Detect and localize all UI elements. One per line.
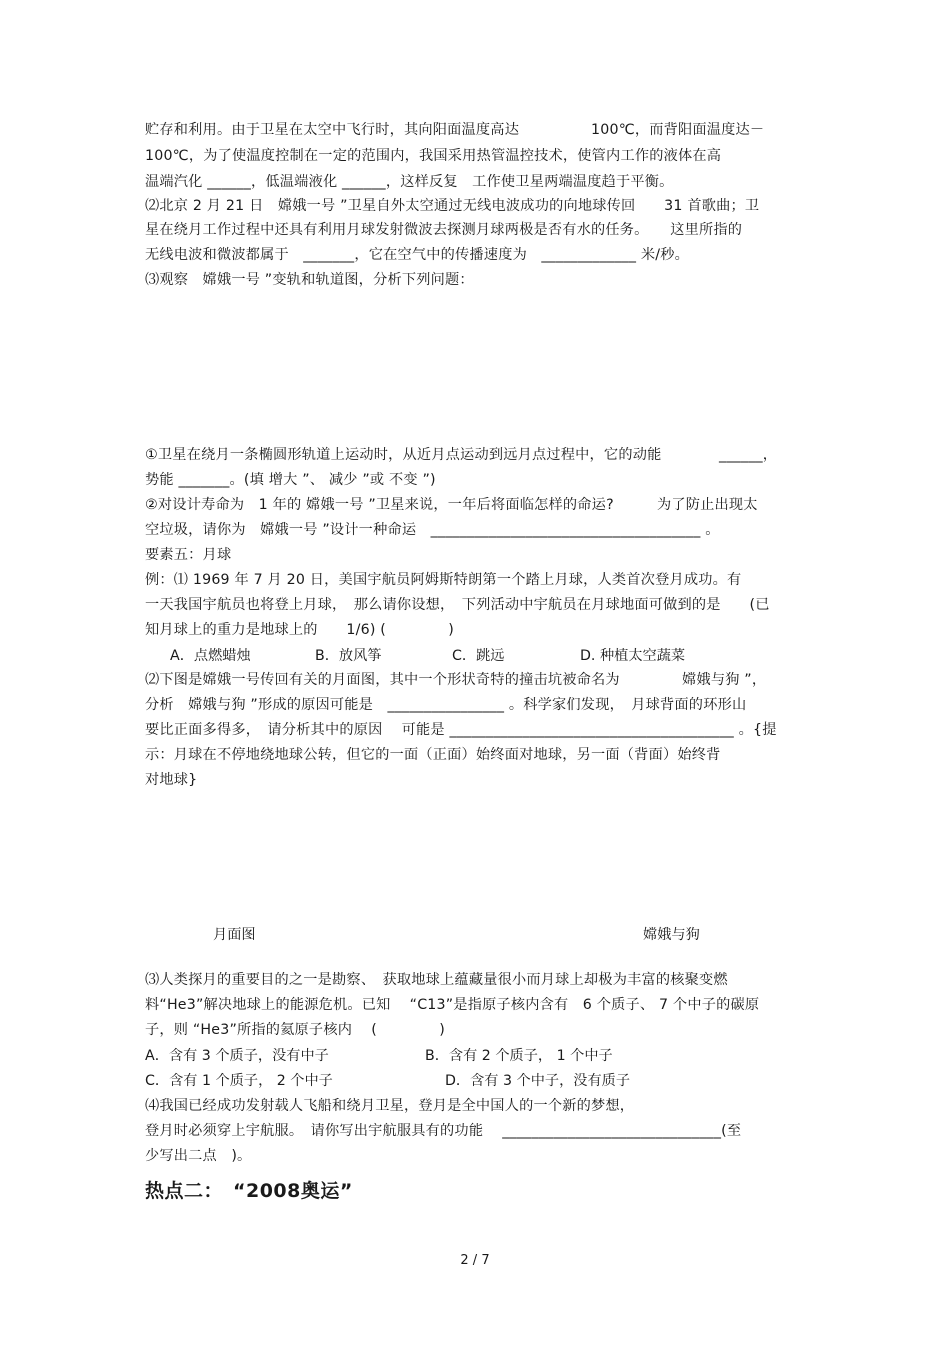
- text-line: 势能 _______。(填 增大 ”、 减少 ”或 不变 ”): [145, 472, 436, 488]
- option-c: C．跳远: [452, 648, 505, 664]
- text-line: 一天我国宇航员也将登上月球， 那么请你设想， 下列活动中宇航员在月球地面可做到的是 (已: [145, 597, 770, 613]
- text-line: ⑵下图是嫦娥一号传回有关的月面图，其中一个形状奇特的撞击坑被命名为 嫦娥与狗 ”，: [145, 672, 767, 688]
- text-line: ①卫星在绕月一条椭圆形轨道上运动时，从近月点运动到远月点过程中，它的动能 ______，: [145, 447, 778, 463]
- option-d: D. 种植太空蔬菜: [580, 648, 686, 664]
- text-line: 对地球}: [145, 772, 198, 788]
- text-line: ⑶观察 嫦娥一号 ”变轨和轨道图，分析下列问题：: [145, 272, 474, 288]
- option-b: B．含有 2 个质子， 1 个中子: [425, 1048, 613, 1064]
- moon-figure-area: [145, 795, 810, 915]
- text-line: 100℃，为了使温度控制在一定的范围内，我国采用热管温控技术，使管内工作的液体在高: [145, 148, 722, 164]
- text-line: 登月时必须穿上宇航服。 请你写出宇航服具有的功能 ______________________________(至: [145, 1123, 742, 1139]
- text-line: 子，则 “He3”所指的氦原子核内 ( ): [145, 1022, 445, 1038]
- figure-label-change-and-dog: 嫦娥与狗: [643, 927, 700, 943]
- text-line: ⑵北京 2 月 21 日 嫦娥一号 ”卫星自外太空通过无线电波成功的向地球传回 31 首歌曲；卫: [145, 198, 760, 214]
- option-b: B．放风筝: [315, 648, 382, 664]
- text-line: 无线电波和微波都属于 _______，它在空气中的传播速度为 _____________ 米/秒。: [145, 247, 690, 263]
- section-heading: 热点二： “2008奥运”: [145, 1180, 353, 1202]
- text-line: 料“He3”解决地球上的能源危机。已知 “C13”是指原子核内含有 6 个质子、 7 个中子的碳原: [145, 997, 760, 1013]
- text-line: 空垃圾，请你为 嫦娥一号 ”设计一种命运 _____________________________________ 。: [145, 522, 720, 538]
- text-line: 示：月球在不停地绕地球公转，但它的一面（正面）始终面对地球，另一面（背面）始终背: [145, 747, 721, 763]
- section-title: 要素五：月球: [145, 547, 232, 563]
- text-line: ②对设计寿命为 1 年的 嫦娥一号 ”卫星来说，一年后将面临怎样的命运? 为了防止出现太: [145, 497, 758, 513]
- option-a: A．点燃蜡烛: [170, 648, 251, 664]
- option-d: D．含有 3 个中子，没有质子: [445, 1073, 631, 1089]
- text-line: 知月球上的重力是地球上的 1/6) ( ): [145, 622, 455, 638]
- text-line: 贮存和利用。由于卫星在太空中飞行时，其向阳面温度高达 100℃，而背阳面温度达－: [145, 122, 765, 138]
- orbit-figure-area: [145, 295, 810, 435]
- page-number: 2 / 7: [460, 1253, 490, 1268]
- text-line: ⑶人类探月的重要目的之一是勘察、 获取地球上蕴藏量很小而月球上却极为丰富的核聚变燃: [145, 972, 728, 988]
- text-line: 要比正面多得多， 请分析其中的原因 可能是 _______________________________________ 。{提: [145, 722, 777, 738]
- text-line: 少写出二点 )。: [145, 1148, 252, 1164]
- text-line: 分析 嫦娥与狗 ”形成的原因可能是 ________________ 。科学家们发现， 月球背面的环形山: [145, 697, 747, 713]
- text-line: 温端汽化 ______，低温端液化 ______，这样反复 工作使卫星两端温度趋于平衡。: [145, 174, 674, 190]
- option-a: A．含有 3 个质子，没有中子: [145, 1048, 329, 1064]
- option-c: C．含有 1 个质子， 2 个中子: [145, 1073, 333, 1089]
- text-line: 星在绕月工作过程中还具有利用月球发射微波去探测月球两极是否有水的任务。 这里所指的: [145, 222, 743, 238]
- text-line: ⑷我国已经成功发射载人飞船和绕月卫星，登月是全中国人的一个新的梦想，: [145, 1098, 635, 1114]
- text-line: 例：⑴ 1969 年 7 月 20 日，美国宇航员阿姆斯特朗第一个踏上月球，人类首次登月成功。有: [145, 572, 742, 588]
- figure-label-moon-surface: 月面图: [213, 927, 256, 943]
